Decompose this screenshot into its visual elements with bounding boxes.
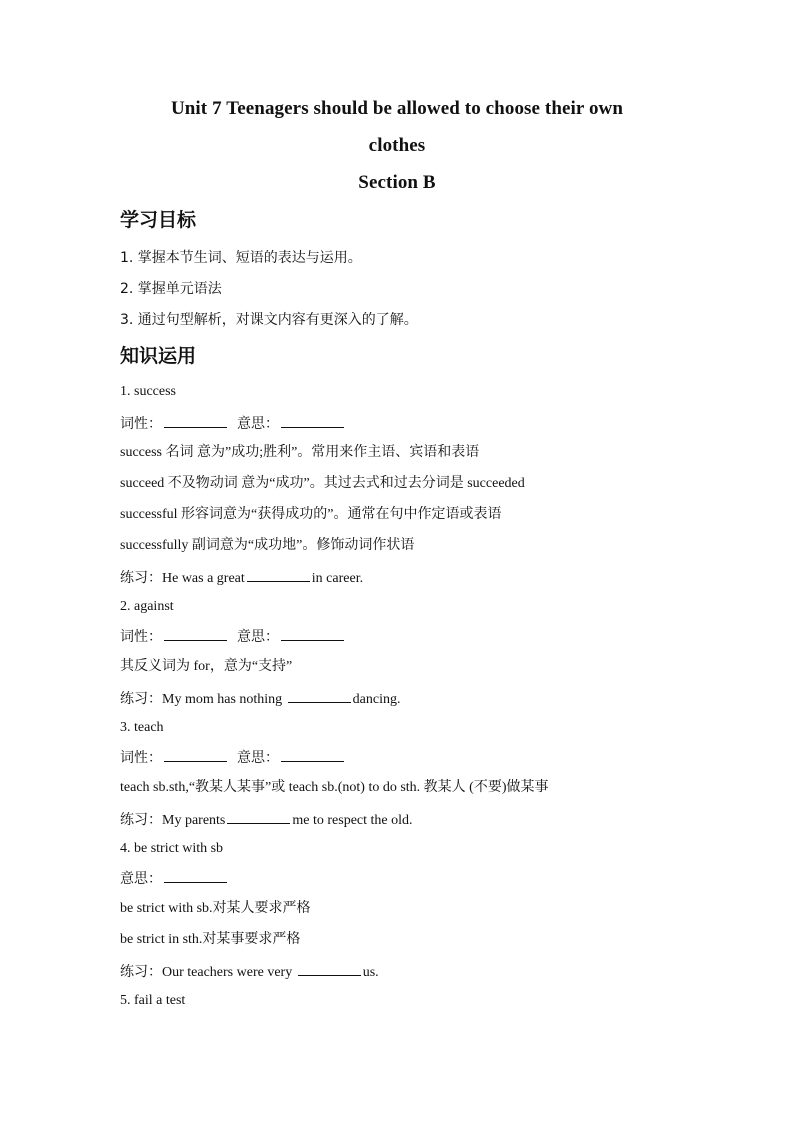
practice-text-before: My mom has nothing [162,692,286,707]
pos-blank[interactable] [164,626,227,641]
meaning-label: 意思： [237,416,279,432]
section-title: Section B [358,172,436,193]
item-1-note-4: successfully 副词意为“成功地”。修饰动词作状语 [120,538,415,553]
item-5-title: 5. fail a test [120,993,186,1008]
item-3-title: 3. teach [120,720,164,735]
practice-blank[interactable] [298,961,361,976]
meaning-label: 意思： [120,871,162,887]
item-1-title: 1. success [120,384,176,399]
practice-label: 练习： [120,964,162,980]
practice-text-before: My parents [162,813,226,828]
practice-blank[interactable] [288,688,351,703]
pos-blank[interactable] [164,413,227,428]
item-4-title: 4. be strict with sb [120,841,224,856]
item-4-note-1: be strict with sb.对某人要求严格 [120,901,311,916]
practice-label: 练习： [120,812,162,828]
meaning-label: 意思： [237,750,279,766]
pos-label: 词性： [120,750,162,766]
item-1-pos-meaning-row [120,413,346,434]
item-3-practice [120,809,413,831]
item-1-note-1: success 名词 意为”成功;胜利”。常用来作主语、宾语和表语 [120,445,480,460]
pos-label: 词性： [120,416,162,432]
title-line-1: Unit 7 Teenagers should be allowed to choose their own [170,98,624,119]
practice-text-before: Our teachers were very [162,965,296,980]
meaning-blank[interactable] [281,626,344,641]
pos-label: 词性： [120,629,162,645]
meaning-blank[interactable] [281,413,344,428]
meaning-label: 意思： [237,629,279,645]
title-line-2: clothes [368,135,426,156]
objective-item-3: 3. 通过句型解析，对课文内容有更深入的了解。 [120,312,418,328]
item-2-pos-meaning-row [120,626,346,647]
pos-blank[interactable] [164,747,227,762]
practice-text-after: in career. [311,571,364,586]
practice-text-after: me to respect the old. [292,813,413,828]
meaning-blank[interactable] [164,868,227,883]
item-1-note-2: succeed 不及物动词 意为“成功”。其过去式和过去分词是 succeeded [120,476,525,491]
item-1-practice [120,567,363,589]
item-1-note-3: successful 形容词意为“获得成功的”。通常在句中作定语或表语 [120,507,502,522]
practice-text-after: us. [362,965,379,980]
item-2-note-1: 其反义词为 for，意为“支持” [120,659,293,674]
practice-label: 练习： [120,570,162,586]
practice-text-before: He was a great [162,571,245,586]
practice-text-after: dancing. [352,692,401,707]
practice-label: 练习： [120,691,162,707]
item-4-practice [120,961,379,983]
item-4-note-2: be strict in sth.对某事要求严格 [120,932,301,947]
objective-item-2: 2. 掌握单元语法 [120,281,222,297]
item-2-title: 2. against [120,599,174,614]
meaning-blank[interactable] [281,747,344,762]
item-2-practice [120,688,401,710]
item-3-pos-meaning-row [120,747,346,768]
item-3-note-1: teach sb.sth,“教某人某事”或 teach sb.(not) to do sth. 教某人 (不要)做某事 [120,780,549,795]
knowledge-heading: 知识运用 [120,345,197,367]
objective-item-1: 1. 掌握本节生词、短语的表达与运用。 [120,250,362,266]
item-4-meaning-row [120,868,229,889]
practice-blank[interactable] [247,567,310,582]
practice-blank[interactable] [227,809,290,824]
objectives-heading: 学习目标 [120,209,197,231]
